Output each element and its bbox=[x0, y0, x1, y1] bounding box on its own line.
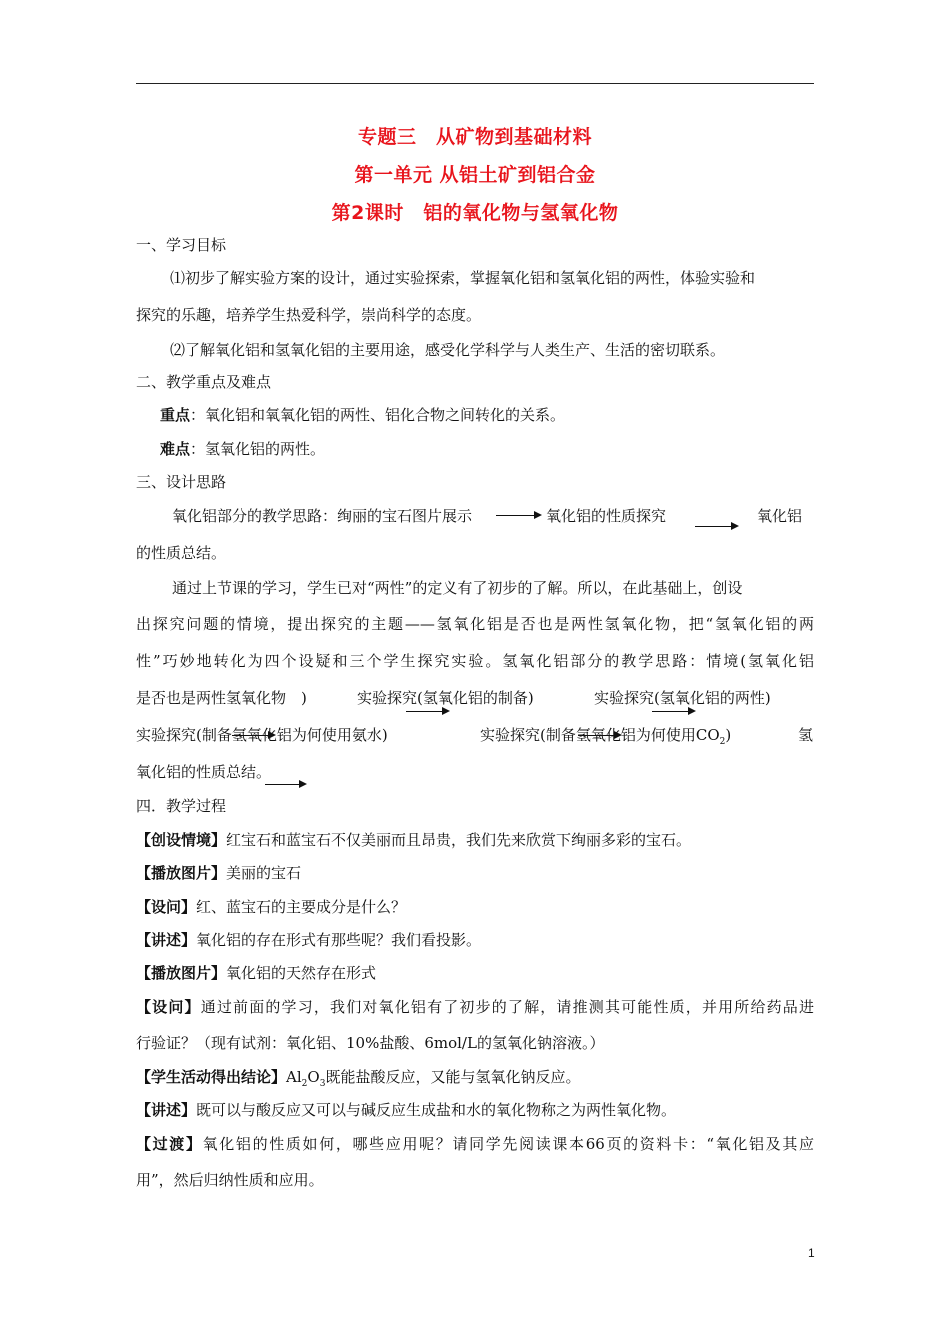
process-item-narration bbox=[136, 929, 816, 951]
section-heading-key-points: 二、教学重点及难点 bbox=[136, 373, 272, 391]
process-transition-line-1 bbox=[136, 1133, 814, 1155]
process-question-2-line-2: 行验证？（现有试剂：氧化铝、10%盐酸、6mol/L的氢氧化钠溶液。） bbox=[136, 1034, 605, 1052]
key-point-text: ：氧化铝和氧氧化铝的两性、铝化合物之间转化的关系。 bbox=[190, 406, 566, 424]
design-line-6a: 是否也是两性氢氧化物 ) bbox=[136, 689, 307, 707]
design-line-7a: 实验探究(制备氢氧化铝为何使用氨水) bbox=[136, 726, 388, 744]
process-question-2-label: 【设问】 bbox=[136, 998, 201, 1016]
process-activity-text: 既能盐酸反应，又能与氢氧化钠反应。 bbox=[325, 1068, 581, 1086]
process-item-label: 【设问】 bbox=[136, 898, 197, 916]
process-question-2-line-1 bbox=[136, 996, 814, 1018]
flow-arrow bbox=[265, 784, 305, 785]
process-item-text: 美丽的宝石 bbox=[226, 864, 302, 882]
process-item-label: 【播放图片】 bbox=[136, 964, 227, 982]
design-line-3: 通过上节课的学习，学生已对“两性”的定义有了初步的了解。所以，在此基础上，创设 bbox=[172, 579, 743, 597]
flow-arrow bbox=[578, 735, 620, 736]
process-item-question bbox=[136, 896, 816, 918]
difficult-point bbox=[160, 438, 840, 460]
design-line-1a: 氧化铝部分的教学思路：绚丽的宝石图片展示 bbox=[172, 507, 473, 525]
design-line-8: 氧化铝的性质总结。 bbox=[136, 763, 272, 781]
process-item-label: 【讲述】 bbox=[136, 931, 197, 949]
design-line-1b: 氧化铝的性质探究 bbox=[546, 507, 667, 525]
design-line-7b-text: 实验探究(制备氢氧化铝为何使用CO bbox=[480, 726, 720, 744]
flow-arrow bbox=[232, 735, 274, 736]
process-item-picture-2 bbox=[136, 962, 816, 984]
flow-arrow bbox=[652, 711, 694, 712]
design-line-5: 性”巧妙地转化为四个设疑和三个学生探究实验。氢氧化铝部分的教学思路：情境(氢氧化铝 bbox=[136, 652, 814, 670]
process-item-text: 氧化铝的天然存在形式 bbox=[226, 964, 377, 982]
formula-sub-2: 2 bbox=[301, 1079, 308, 1089]
process-item-label: 【播放图片】 bbox=[136, 864, 227, 882]
process-item-scenario bbox=[136, 829, 816, 851]
process-item-picture bbox=[136, 862, 816, 884]
process-transition-text: 氧化铝的性质如何，哪些应用呢？请同学先阅读课本66页的资料卡：“氧化铝及其应 bbox=[202, 1135, 814, 1153]
process-item-label: 【创设情境】 bbox=[136, 831, 227, 849]
design-line-1c: 氧化铝 bbox=[757, 507, 803, 525]
design-line-7b-close: ) bbox=[725, 726, 732, 744]
difficult-point-text: ：氢氧化铝的两性。 bbox=[190, 440, 326, 458]
process-activity-label: 【学生活动得出结论】 bbox=[136, 1068, 287, 1086]
process-transition-label: 【过渡】 bbox=[136, 1135, 203, 1153]
flow-arrow bbox=[695, 526, 737, 527]
formula-o: O bbox=[307, 1068, 320, 1086]
section-heading-design: 三、设计思路 bbox=[136, 473, 227, 491]
goal-2: ⑵了解氧化铝和氢氧化铝的主要用途，感受化学科学与人类生产、生活的密切联系。 bbox=[170, 341, 726, 359]
process-transition-line-2: 用”，然后归纳性质和应用。 bbox=[136, 1171, 324, 1189]
process-activity bbox=[136, 1066, 816, 1095]
difficult-point-label: 难点 bbox=[160, 440, 191, 458]
design-line-7b-sub: 2 bbox=[719, 737, 726, 747]
lesson-title: 第2课时 铝的氧化物与氢氧化物 bbox=[331, 202, 619, 224]
key-point-label: 重点 bbox=[160, 406, 191, 424]
flow-arrow bbox=[496, 515, 540, 516]
process-narration-2-label: 【讲述】 bbox=[136, 1101, 197, 1119]
design-line-7d: 氢 bbox=[798, 726, 814, 744]
topic-title: 专题三 从矿物到基础材料 bbox=[357, 126, 592, 148]
section-heading-process: 四．教学过程 bbox=[136, 797, 227, 815]
unit-title: 第一单元 从铝土矿到铝合金 bbox=[354, 164, 596, 186]
goal-1-line-1: ⑴初步了解实验方案的设计，通过实验探索，掌握氧化铝和氢氧化铝的两性，体验实验和 bbox=[170, 269, 756, 287]
key-point bbox=[160, 404, 840, 426]
flow-arrow bbox=[406, 711, 448, 712]
process-narration-2-text: 既可以与酸反应又可以与碱反应生成盐和水的氧化物称之为两性氧化物。 bbox=[196, 1101, 677, 1119]
section-heading-goals: 一、学习目标 bbox=[136, 236, 227, 254]
goal-1-line-2: 探究的乐趣，培养学生热爱科学，崇尚科学的态度。 bbox=[136, 306, 482, 324]
process-item-text: 红宝石和蓝宝石不仅美丽而且昂贵，我们先来欣赏下绚丽多彩的宝石。 bbox=[226, 831, 692, 849]
design-line-6b: 实验探究(氢氧化铝的制备) bbox=[357, 689, 534, 707]
process-narration-2 bbox=[136, 1099, 816, 1121]
formula-sub-3: 3 bbox=[319, 1079, 326, 1089]
design-line-6c: 实验探究(氢氧化铝的两性) bbox=[594, 689, 771, 707]
process-item-text: 红、蓝宝石的主要成分是什么？ bbox=[196, 898, 407, 916]
process-item-text: 氧化铝的存在形式有那些呢？我们看投影。 bbox=[196, 931, 482, 949]
design-line-2: 的性质总结。 bbox=[136, 544, 227, 562]
design-line-4: 出探究问题的情境，提出探究的主题——氢氧化铝是否也是两性氢氧化物，把“氢氧化铝的两 bbox=[136, 615, 814, 633]
header-rule bbox=[136, 83, 814, 84]
formula-al: Al bbox=[286, 1068, 302, 1086]
process-question-2-text: 通过前面的学习，我们对氧化铝有了初步的了解，请推测其可能性质，并用所给药品进 bbox=[200, 998, 814, 1016]
design-line-7b bbox=[480, 724, 770, 753]
page-number: 1 bbox=[808, 1246, 815, 1260]
